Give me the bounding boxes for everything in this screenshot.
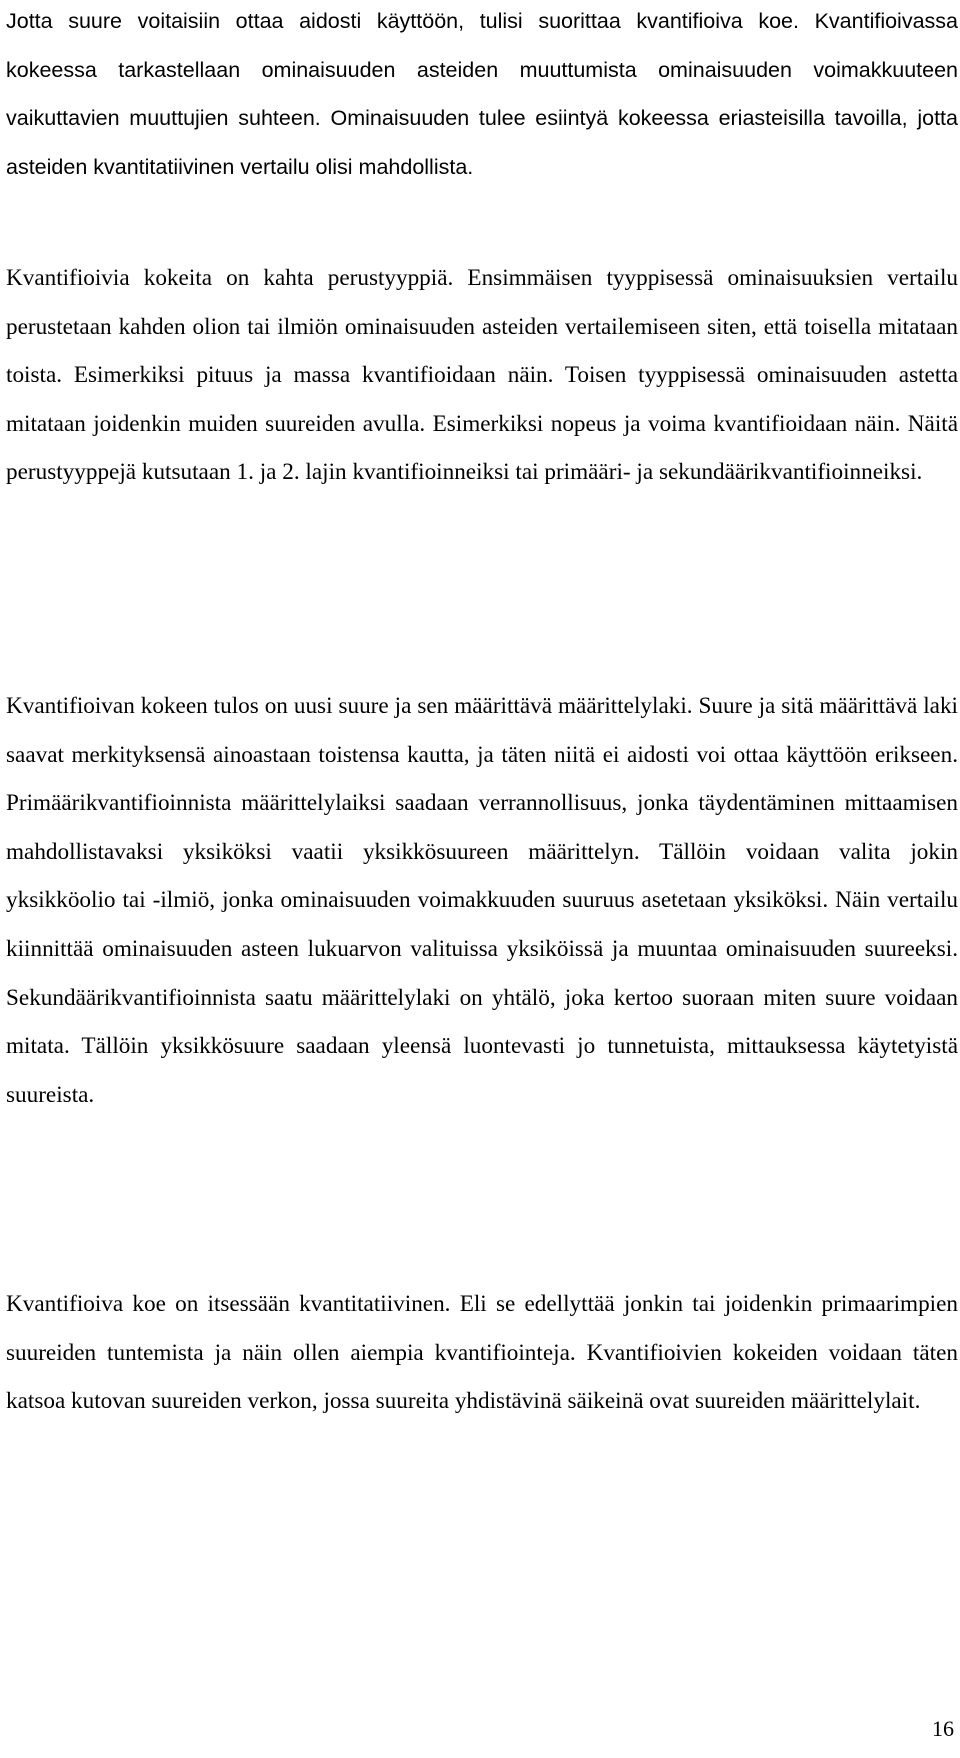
page-number: 16 (932, 1716, 954, 1741)
paragraph-3: Kvantifioivan kokeen tulos on uusi suure ja sen määrittävä määrittelylaki. Suure ja sitä määrittävä laki saavat merkityksensä ainoastaan toistensa kautta, ja täten niitä ei aidosti voi ottaa käyttöön erikseen. Primäärikvantifioinnista määrittelylaiksi saadaan verrannollisuus, jonka täydentäminen mittaamisen mahdollistavaksi yksiköksi vaatii yksikkösuureen määrittelyn. Tällöin voidaan valita jokin yksikköolio tai -ilmiö, jonka ominaisuuden voimakkuuden suuruus asetetaan yksiköksi. Näin vertailu kiinnittää ominaisuuden asteen lukuarvon valituissa yksiköissä ja muuntaa ominaisuuden suureeksi. Sekundäärikvantifioinnista saatu määrittelylaki on yhtälö, joka kertoo suoraan miten suure voidaan mitata. Tällöin yksikkösuure saadaan yleensä luontevasti jo tunnetuista, mittauksessa käytetyistä suureista. (6, 693, 958, 1108)
paragraph-4: Kvantifioiva koe on itsessään kvantitatiivinen. Eli se edellyttää jonkin tai joidenkin primaarimpien suureiden tuntemista ja näin ollen aiempia kvantifiointeja. Kvantifioivien kokeiden voidaan täten katsoa kutovan suureiden verkon, jossa suureita yhdistävinä säikeinä ovat suureiden määrittelylait. (6, 1291, 958, 1415)
document-page (6, 0, 958, 1758)
paragraph-2: Kvantifioivia kokeita on kahta perustyyppiä. Ensimmäisen tyyppisessä ominaisuuksien vertailu perustetaan kahden olion tai ilmiön ominaisuuden asteiden vertailemiseen siten, että toisella mitataan toista. Esimerkiksi pituus ja massa kvantifioidaan näin. Toisen tyyppisessä ominaisuuden astetta mitataan joidenkin muiden suureiden avulla. Esimerkiksi nopeus ja voima kvantifioidaan näin. Näitä perustyyppejä kutsutaan 1. ja 2. lajin kvantifioinneiksi tai primääri- ja sekundäärikvantifioinneiksi. (6, 265, 958, 486)
paragraph-1: Jotta suure voitaisiin ottaa aidosti käyttöön, tulisi suorittaa kvantifioiva koe. Kvantifioivassa kokeessa tarkastellaan ominaisuuden asteiden muuttumista ominaisuuden voimakkuuteen vaikuttavien muuttujien suhteen. Ominaisuuden tulee esiintyä kokeessa eriasteisilla tavoilla, jotta asteiden kvantitatiivinen vertailu olisi mahdollista. (6, 9, 958, 179)
